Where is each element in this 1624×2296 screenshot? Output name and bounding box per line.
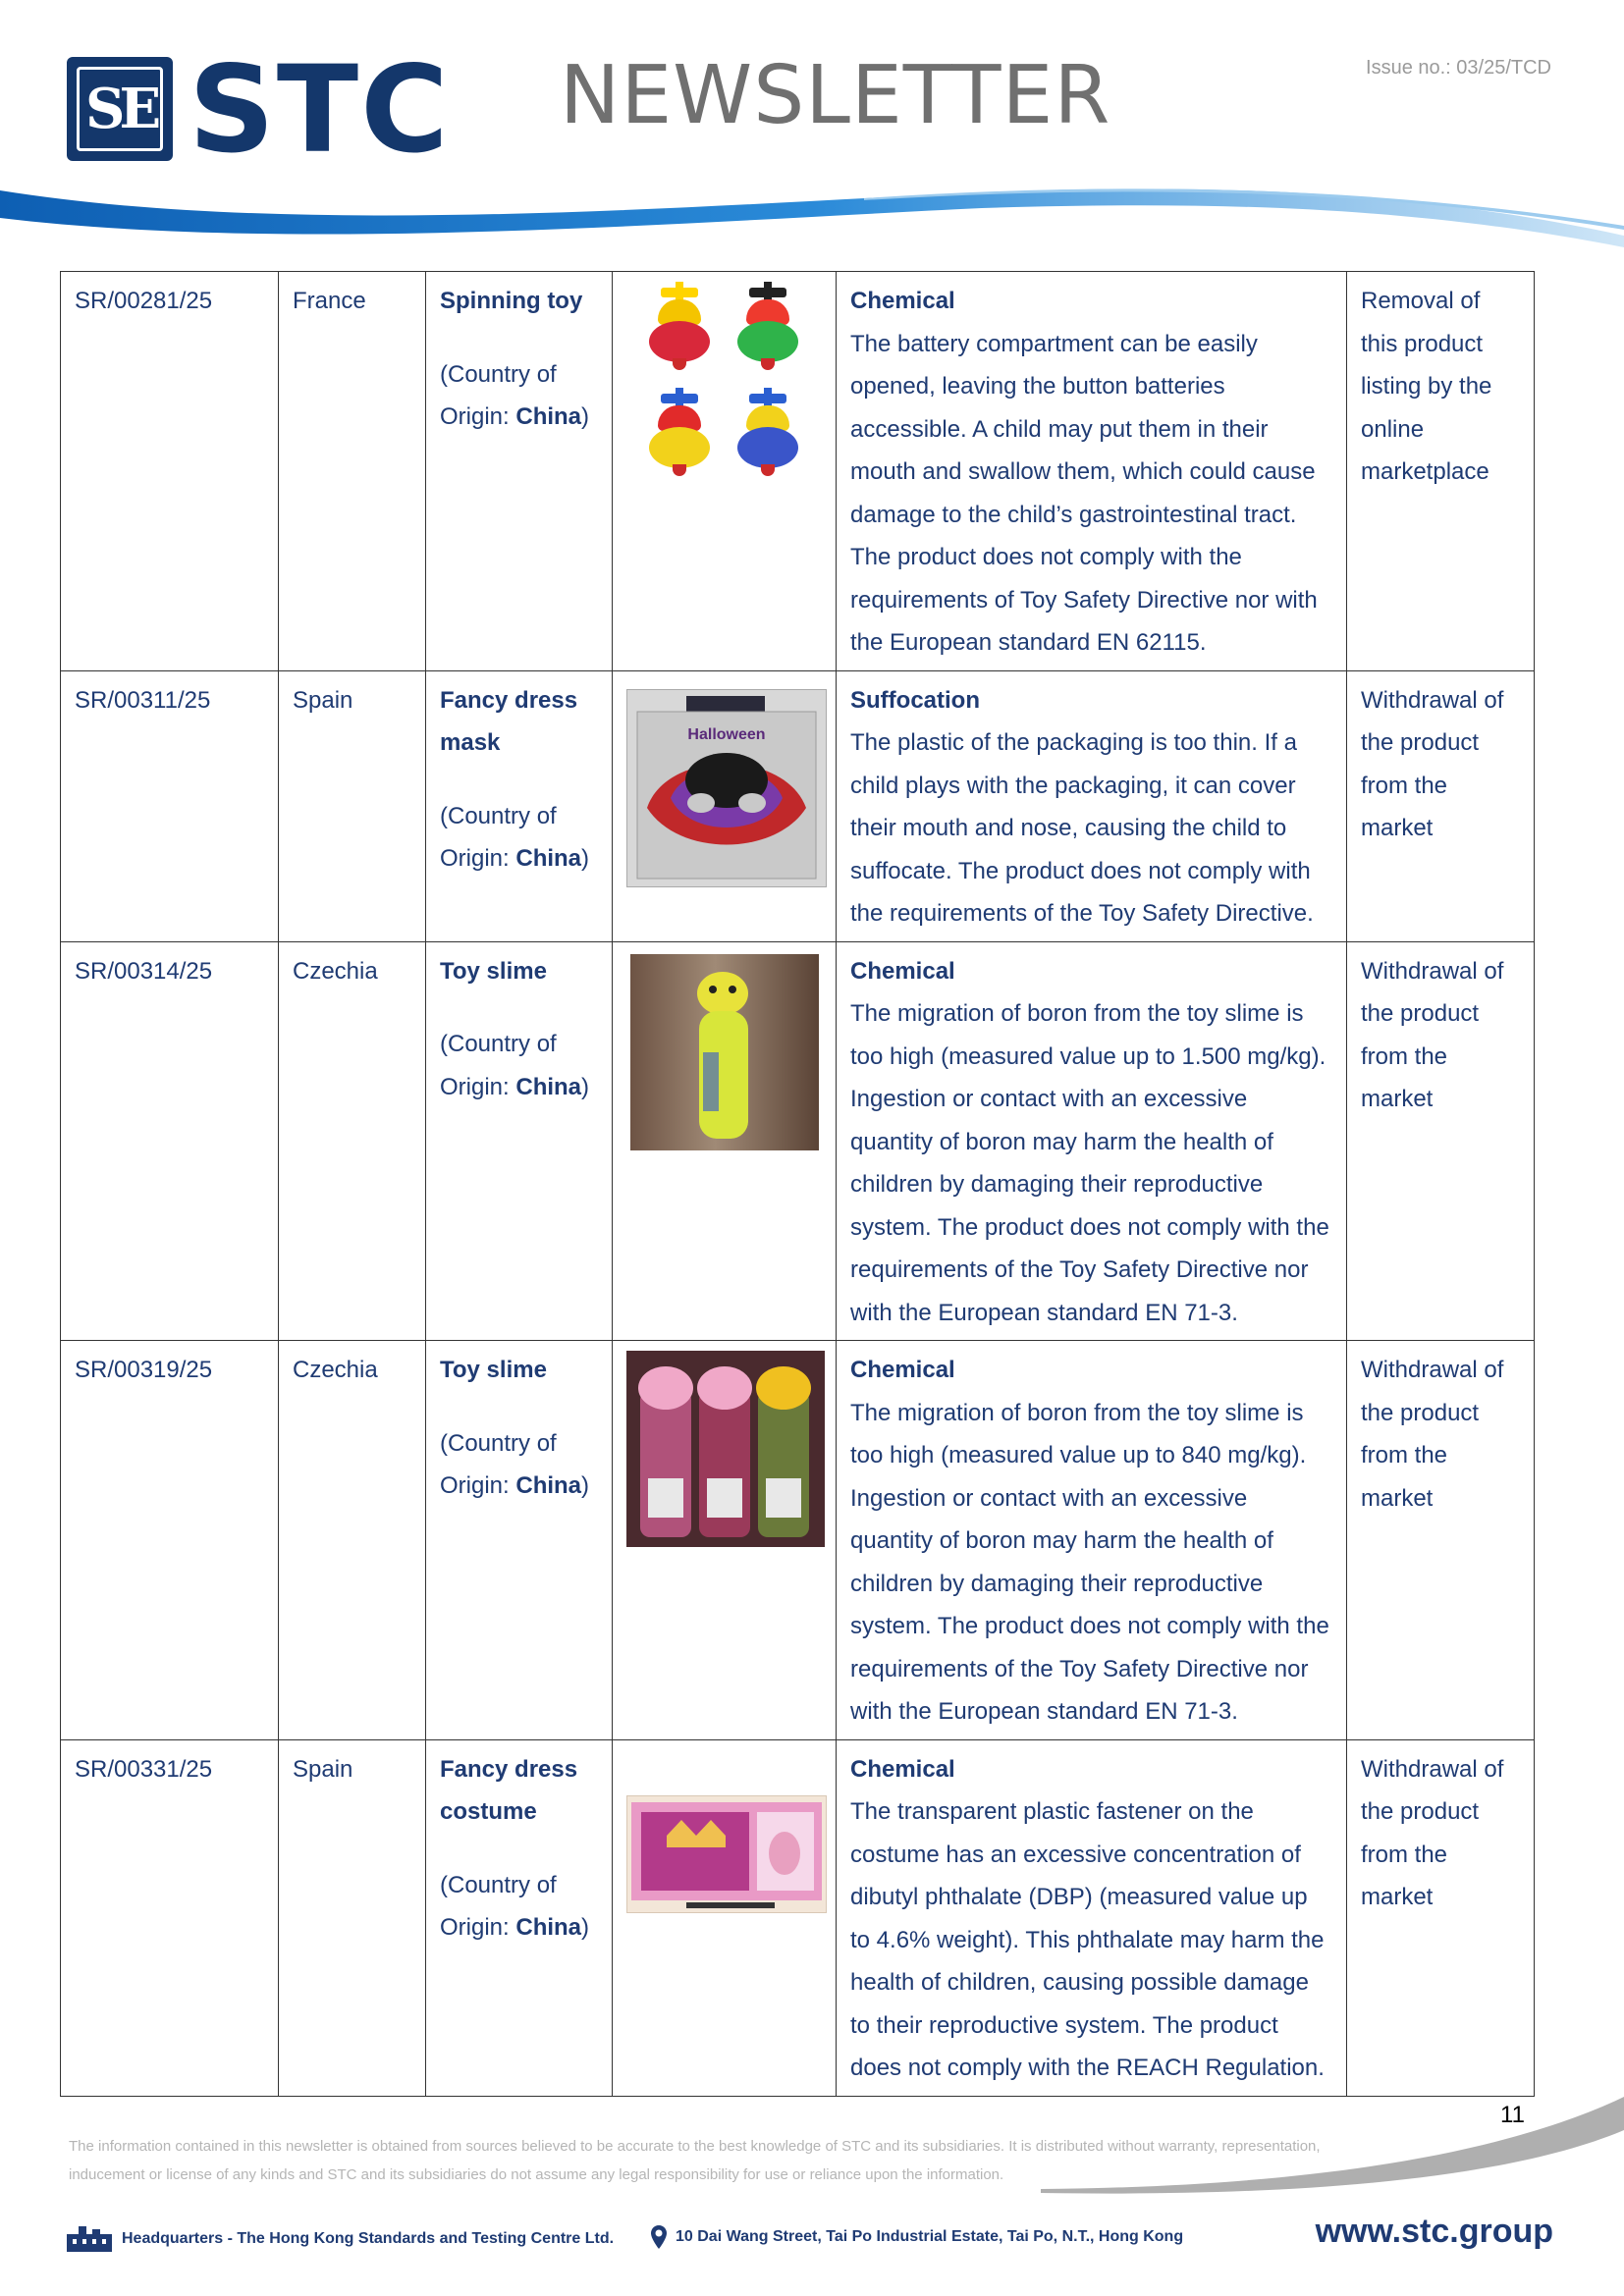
address xyxy=(650,2224,1183,2250)
measures-taken: Withdrawal of the product from the market xyxy=(1347,670,1535,941)
table-row xyxy=(61,941,1535,1341)
product-cell xyxy=(426,941,613,1341)
hazard-type: Chemical xyxy=(850,288,955,314)
spinning-top xyxy=(733,282,802,370)
origin-label: Origin: xyxy=(440,1914,516,1941)
costume-box-photo xyxy=(626,1795,827,1913)
product-name: Spinning toy xyxy=(440,288,583,314)
measures-taken: Withdrawal of the product from the market xyxy=(1347,1739,1535,2096)
origin-country: China xyxy=(515,1073,582,1100)
origin-label: Origin: xyxy=(440,1472,516,1499)
origin-close: ) xyxy=(581,403,590,430)
product-cell xyxy=(426,272,613,671)
website-link[interactable]: www.stc.group xyxy=(1315,2213,1553,2250)
origin-country: China xyxy=(515,1472,582,1499)
reference-number: SR/00314/25 xyxy=(61,941,279,1341)
table-row xyxy=(61,272,1535,671)
origin-close: ) xyxy=(581,1472,590,1499)
product-photo-cell xyxy=(613,1739,837,2096)
notifying-country: Czechia xyxy=(279,1341,426,1740)
disclaimer-text: The information contained in this newsletter is obtained from sources believed to be accurate to the best knowledge of STC and its subsidiaries. It is distributed without warranty, representation, inducement or license of any kinds and STC and its subsidiaries do not assume any legal responsibility for use or reliance upon the information. xyxy=(69,2138,1321,2183)
origin-country: China xyxy=(515,1914,582,1941)
risk-description: The transparent plastic fastener on the costume has an excessive concentration of dibutyl phthalate (DBP) (measured value up to 4.6% weight). This phthalate may harm the health of children, causing possible damage to their reproductive system. The product does not comply with the REACH Regulation. xyxy=(850,1798,1325,2081)
origin-close: ) xyxy=(581,1073,590,1100)
table-row xyxy=(61,1341,1535,1740)
risk-description-cell xyxy=(837,670,1347,941)
notifying-country: Czechia xyxy=(279,941,426,1341)
product-name: Toy slime xyxy=(440,1357,547,1383)
risk-description: The migration of boron from the toy slime is too high (measured value up to 840 mg/kg). Ingestion or contact with an excessive quantity of boron may harm the health of children by damaging their reproductive system. The product does not comply with the requirements of the Toy Safety Directive nor with the European standard EN 71-3. xyxy=(850,1399,1329,1725)
halloween-mask-photo xyxy=(626,689,827,887)
measures-taken: Withdrawal of the product from the market xyxy=(1347,1341,1535,1740)
product-photo-cell xyxy=(613,1341,837,1740)
product-photo-cell xyxy=(613,670,837,941)
building-icon xyxy=(65,2224,114,2254)
product-cell xyxy=(426,670,613,941)
risk-description-cell xyxy=(837,941,1347,1341)
origin-country: China xyxy=(515,403,582,430)
reference-number: SR/00331/25 xyxy=(61,1739,279,2096)
hazard-type: Suffocation xyxy=(850,686,980,714)
spinning-tops-photo xyxy=(643,282,805,480)
risk-description: The battery compartment can be easily opened, leaving the button batteries accessible. A child may put them in their mouth and swallow them, which could cause damage to the child’s gastrointestinal tract. The product does not comply with the requirements of Toy Safety Directive nor with the European standard EN 62115. xyxy=(850,330,1318,656)
page-number: 11 xyxy=(1500,2102,1525,2128)
reference-number: SR/00311/25 xyxy=(61,670,279,941)
product-photo-cell xyxy=(613,272,837,671)
origin-label: Origin: xyxy=(440,845,516,872)
address-label: 10 Dai Wang Street, Tai Po Industrial Estate, Tai Po, N.T., Hong Kong xyxy=(676,2228,1184,2245)
risk-description: The plastic of the packaging is too thin. If a child plays with the packaging, it can cover their mouth and nose, causing the child to suffocate. The product does not comply with the requirements of the Toy Safety Directive. xyxy=(850,729,1314,927)
product-name: Toy slime xyxy=(440,957,547,985)
table-row xyxy=(61,1739,1535,2096)
package-label: Halloween xyxy=(687,725,766,743)
table-row xyxy=(61,670,1535,941)
product-cell xyxy=(426,1739,613,2096)
stc-logo xyxy=(67,40,469,180)
origin-close: ) xyxy=(581,1914,590,1941)
spinning-top xyxy=(645,282,714,370)
origin-prefix: (Country of xyxy=(440,802,557,829)
origin-prefix: (Country of xyxy=(440,1871,557,1898)
origin-prefix: (Country of xyxy=(440,1429,557,1457)
risk-description-cell xyxy=(837,272,1347,671)
notifying-country: France xyxy=(279,272,426,671)
newsletter-title: NEWSLETTER xyxy=(560,49,1111,142)
origin-prefix: (Country of xyxy=(440,360,557,388)
measures-taken: Withdrawal of the product from the market xyxy=(1347,941,1535,1341)
risk-description: The migration of boron from the toy slime is too high (measured value up to 1.500 mg/kg). Ingestion or contact with an excessive quantity of boron may harm the health of children by damaging their reproductive system. The product does not comply with the requirements of the Toy Safety Directive nor with the European standard EN 71-3. xyxy=(850,1000,1329,1326)
notifying-country: Spain xyxy=(279,670,426,941)
spinning-top xyxy=(645,388,714,476)
stc-logo-mark: SE xyxy=(67,57,173,161)
risk-description-cell xyxy=(837,1341,1347,1740)
measures-taken: Removal of this product listing by the online marketplace xyxy=(1347,272,1535,671)
headquarters xyxy=(65,2224,614,2254)
stc-logo-text: STC xyxy=(189,40,451,180)
risk-description-cell xyxy=(837,1739,1347,2096)
hazard-type: Chemical xyxy=(850,1755,955,1783)
product-name: Fancy dress costume xyxy=(440,1755,578,1825)
location-pin-icon xyxy=(650,2224,668,2250)
recall-table xyxy=(60,271,1535,2097)
origin-close: ) xyxy=(581,845,590,872)
hazard-type: Chemical xyxy=(850,957,955,985)
spinning-top xyxy=(733,388,802,476)
product-photo-cell xyxy=(613,941,837,1341)
slime-bottle-photo xyxy=(630,954,819,1150)
origin-country: China xyxy=(515,845,582,872)
hazard-type: Chemical xyxy=(850,1357,955,1383)
reference-number: SR/00319/25 xyxy=(61,1341,279,1740)
issue-number: Issue no.: 03/25/TCD xyxy=(1366,57,1551,79)
slime-bottles-photo xyxy=(626,1351,825,1547)
reference-number: SR/00281/25 xyxy=(61,272,279,671)
headquarters-label: Headquarters - The Hong Kong Standards and Testing Centre Ltd. xyxy=(122,2230,615,2247)
product-name: Fancy dress mask xyxy=(440,686,578,756)
header-swoosh xyxy=(0,179,1624,257)
origin-prefix: (Country of xyxy=(440,1031,557,1057)
notifying-country: Spain xyxy=(279,1739,426,2096)
origin-label: Origin: xyxy=(440,403,516,430)
product-cell xyxy=(426,1341,613,1740)
origin-label: Origin: xyxy=(440,1073,516,1100)
